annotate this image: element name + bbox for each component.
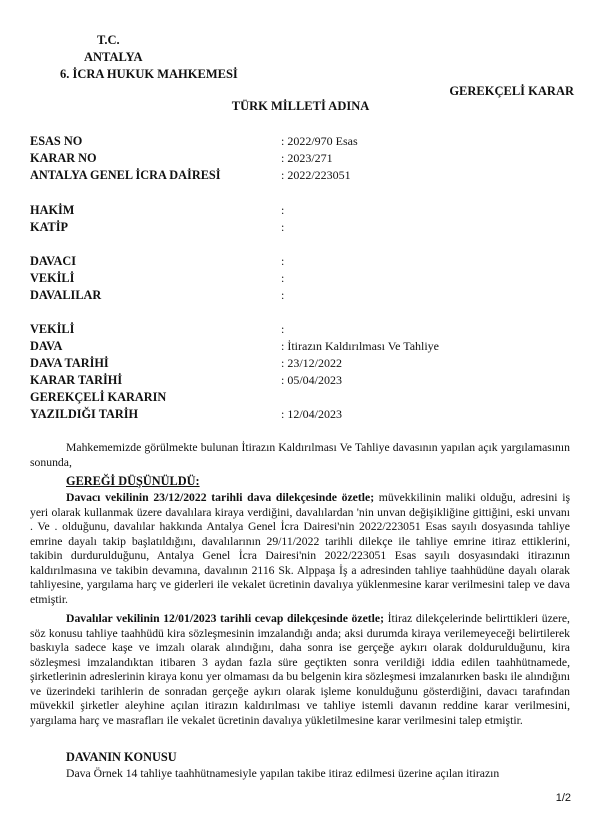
case-info-value: : 2022/223051 [281,168,351,182]
case-info-row [30,151,575,168]
case-info-label: KATİP [30,220,69,234]
case-info-value: : [281,271,285,285]
header-city: ANTALYA [84,50,143,64]
case-info-label: KARAR TARİHİ [30,373,123,387]
case-info-label: DAVA [30,339,63,353]
case-info-value: : 12/04/2023 [281,407,343,421]
defendant-paragraph [30,612,570,728]
plaintiff-paragraph [30,491,570,607]
case-info-label: VEKİLİ [30,322,75,336]
case-info-row [30,254,575,271]
case-info-label: HAKİM [30,203,75,217]
case-info-label: DAVALILAR [30,288,102,302]
case-info-row [30,168,575,185]
case-info-label: DAVA TARİHİ [30,356,109,370]
page-number: 1/2 [555,792,571,804]
case-info-value: : [281,254,285,268]
case-info-row [30,356,575,373]
section-heading-gd: GEREĞİ DÜŞÜNÜLDÜ: [66,474,200,488]
case-info-label: GEREKÇELİ KARARIN [30,390,167,404]
defendant-text: İtiraz dilekçelerinde belirttikleri üzere, söz konusu tahliye taahhüdü kira sözleşmesinin imzalandığı anda; aksi durumda kiraya verilemeyeceği belirtilerek baskıyla sadece kaşe ve imzalı olarak alındığını, daha sonra ise gerçeğe aykırı olarak doldurulduğunu, kira sözleşmesi imzalandıktan itibaren 3 aydan fazla süre geçtikten sonra verildiği iddia edilen taahhütnamede, şirketlerinin adreslerinin kiraya konu yer olmaması da bu belgenin kira sözleşmesi imzalanırken baskı ile alındığını ve üzerindeki tarihlerin de sonradan gerçeğe aykırı olarak işleme konulduğunu gösterdiğini, davacı tarafından müvekkil şirketler aleyhine açılan itirazın kaldırılması ve tahliye istemli davanın reddine karar verilmesini, yargılama harç ve masrafları ile vekalet ücretinin davalıya yükletilmesine karar verilmesini talep etmiştir. [30,612,570,727]
case-info-row [30,288,575,305]
case-info-value: : İtirazın Kaldırılması Ve Tahliye [281,339,440,353]
case-info-row [30,373,575,390]
intro-paragraph [30,441,570,470]
intro-text: Mahkememizde görülmekte bulunan İtirazın Kaldırılması Ve Tahliye davasının yapılan açık yargılamasının sonunda, [30,441,570,469]
header-court: 6. İCRA HUKUK MAHKEMESİ [60,67,238,81]
case-info-value: : 23/12/2022 [281,356,343,370]
case-info-label: KARAR NO [30,151,97,165]
subject-text: Dava Örnek 14 tahliye taahhütnamesiyle yapılan takibe itiraz edilmesi üzerine açılan itirazın [66,767,500,780]
case-info-row [30,220,575,237]
section-heading-dk: DAVANIN KONUSU [66,750,177,764]
decision-type: GEREKÇELİ KARAR [449,84,574,98]
case-info-label: ANTALYA GENEL İCRA DAİRESİ [30,168,221,182]
case-info-value: : [281,322,285,336]
header-tc: T.C. [97,33,120,47]
subject-paragraph [30,767,570,782]
case-info-label: DAVACI [30,254,77,268]
case-info-value: : [281,203,285,217]
case-info-label: ESAS NO [30,134,83,148]
plaintiff-text: müvekkilinin maliki olduğu, adresini iş yeri olarak kullanmak üzere davalılara kiraya verdiğini, davalılardan 'nin unvan değişikliğine gittiğini, eski unvanı . Ve . olduğunu, davalılar hakkında Antalya Genel İcra Dairesi'nin 2022/223051 Esas sayılı dosyasında tahliye emrine dayalı takip başlatıldığını, davalılarının 29/11/2022 tarihli dilekçe ile tahliye emrine itiraz ettiklerini, takibin durdurulduğunu, Antalya Genel İcra Dairesi'nin 2022/223051 Esas sayılı dosyasındaki itirazının kaldırılmasına ve takibin devamına, davalının 2116 Sk. Alppaşa İş a adresinden tahliye taahhüdüne dayalı olarak tahliyesine, yargılama harç ve giderleri ile vekalet ücretinin davalıya yüklenmesine karar verilmesini talep ve dava etmiştir. [30,491,571,606]
document-title: TÜRK MİLLETİ ADINA [231,99,370,113]
case-info-value: : 2023/271 [281,151,333,165]
case-info-row [30,322,575,339]
case-info-row [30,134,575,151]
case-info-label: YAZILDIĞI TARİH [30,407,139,421]
case-info-value: : 2022/970 Esas [281,134,358,148]
plaintiff-lead: Davacı vekilinin 23/12/2022 tarihli dava dilekçesinde özetle; [66,491,375,504]
case-info-row [30,407,575,424]
case-info-value: : 05/04/2023 [281,373,343,387]
defendant-lead: Davalılar vekilinin 12/01/2023 tarihli cevap dilekçesinde özetle; [66,612,384,625]
case-info-row [30,271,575,288]
case-info-value: : [281,220,285,234]
case-info-row [30,390,575,407]
case-info-label: VEKİLİ [30,271,75,285]
case-info-row [30,203,575,220]
case-info-value: : [281,288,285,302]
case-info-row [30,339,575,356]
